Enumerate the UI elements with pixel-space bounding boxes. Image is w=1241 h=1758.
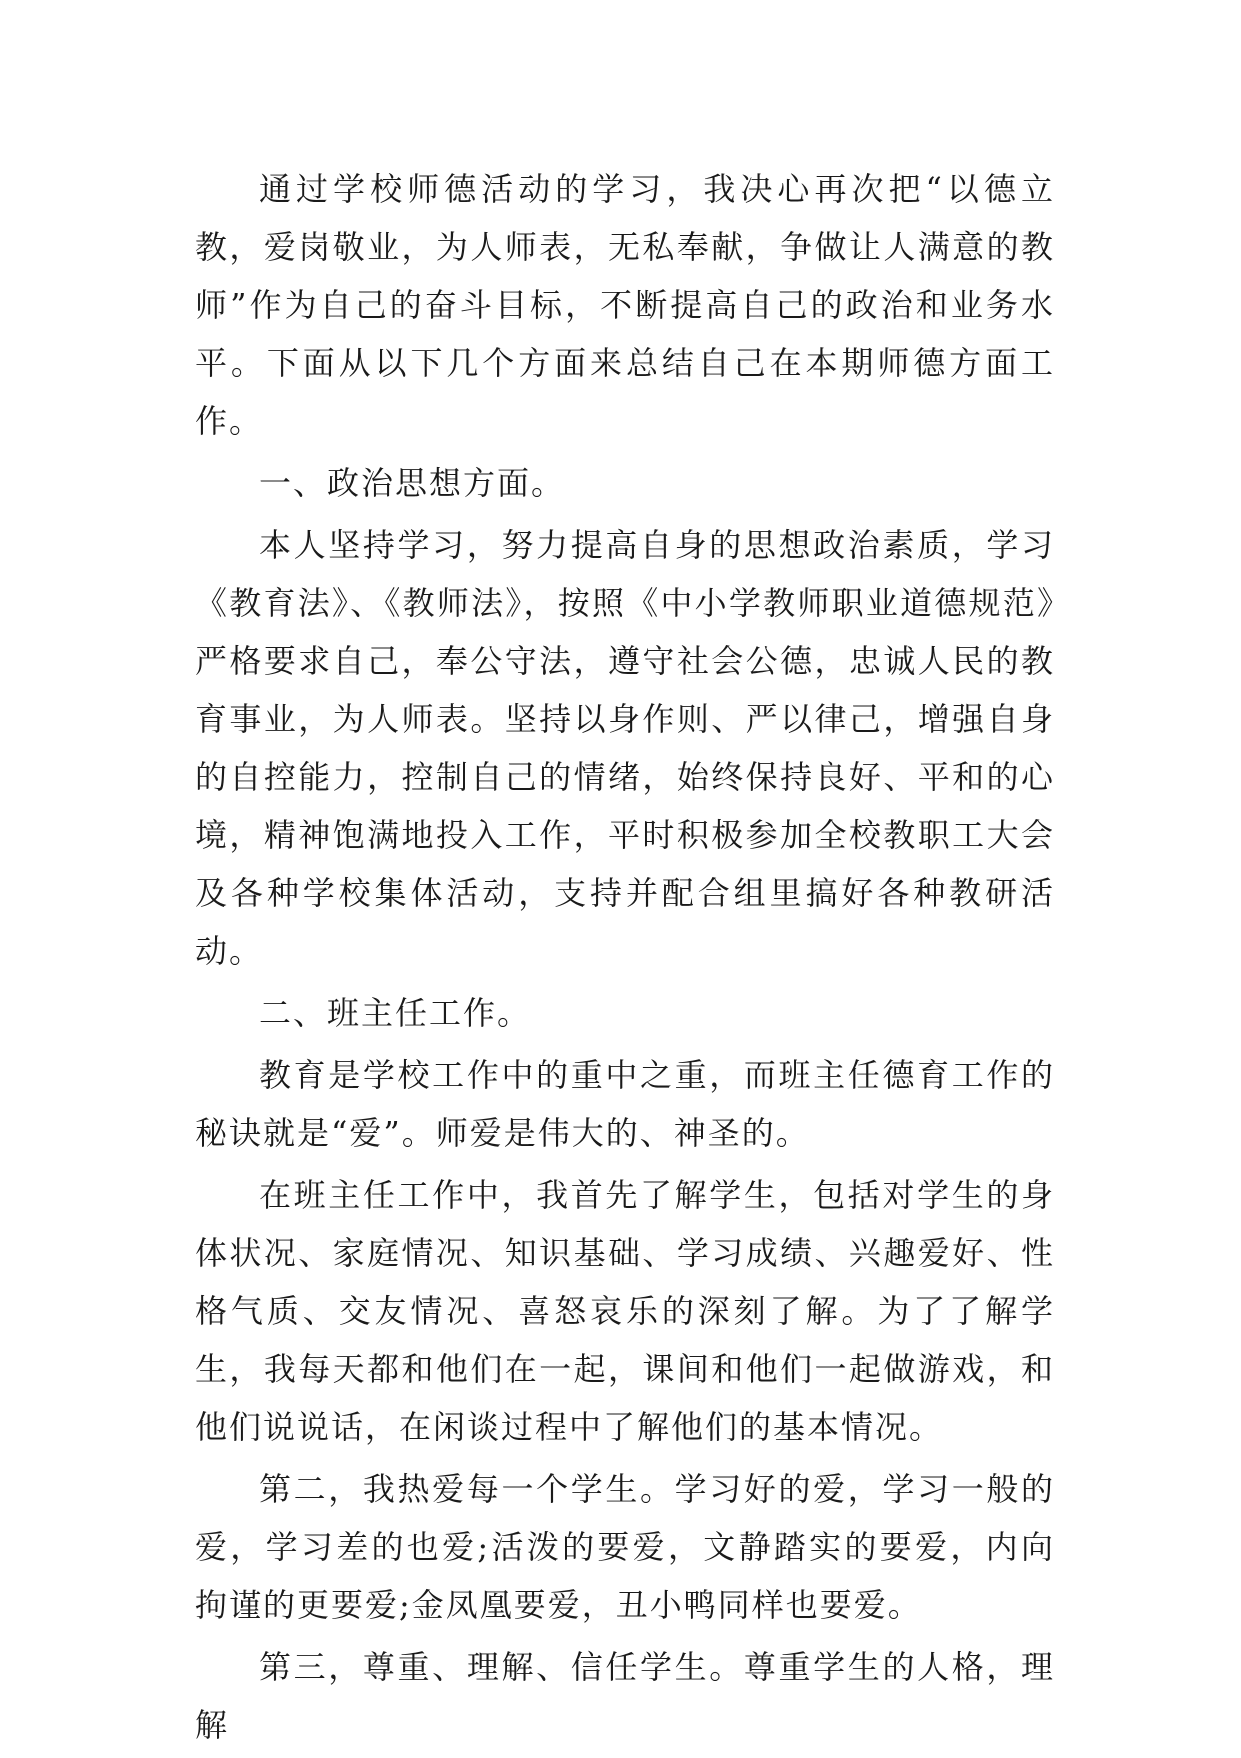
paragraph-respect-students: 第三，尊重、理解、信任学生。尊重学生的人格，理解 [195, 1648, 1055, 1744]
paragraph-education-love: 教育是学校工作中的重中之重，而班主任德育工作的秘诀就是“爱”。师爱是伟大的、神圣的。 [195, 1056, 1055, 1152]
paragraph-intro: 通过学校师德活动的学习，我决心再次把“以德立教，爱岗敬业，为人师表，无私奉献，争做让人满意的教师”作为自己的奋斗目标，不断提高自己的政治和业务水平。下面从以下几个方面来总结自己在本期师德方面工作。 [195, 170, 1055, 440]
section-heading-class-teacher: 二、班主任工作。 [259, 994, 532, 1032]
document-body [195, 160, 1055, 1758]
paragraph-love-every-student: 第二，我热爱每一个学生。学习好的爱，学习一般的爱，学习差的也爱;活泼的要爱，文静踏实的要爱，内向拘谨的更要爱;金凤凰要爱，丑小鸭同样也要爱。 [195, 1470, 1055, 1624]
paragraph-understand-students: 在班主任工作中，我首先了解学生，包括对学生的身体状况、家庭情况、知识基础、学习成绩、兴趣爱好、性格气质、交友情况、喜怒哀乐的深刻了解。为了了解学生，我每天都和他们在一起，课间和他们一起做游戏，和他们说说话，在闲谈过程中了解他们的基本情况。 [195, 1176, 1055, 1446]
paragraph-political: 本人坚持学习，努力提高自身的思想政治素质，学习《教育法》、《教师法》，按照《中小学教师职业道德规范》严格要求自己，奉公守法，遵守社会公德，忠诚人民的教育事业，为人师表。坚持以身作则、严以律己，增强自身的自控能力，控制自己的情绪，始终保持良好、平和的心境，精神饱满地投入工作，平时积极参加全校教职工大会及各种学校集体活动，支持并配合组里搞好各种教研活动。 [195, 526, 1055, 970]
section-heading-political: 一、政治思想方面。 [259, 464, 566, 502]
